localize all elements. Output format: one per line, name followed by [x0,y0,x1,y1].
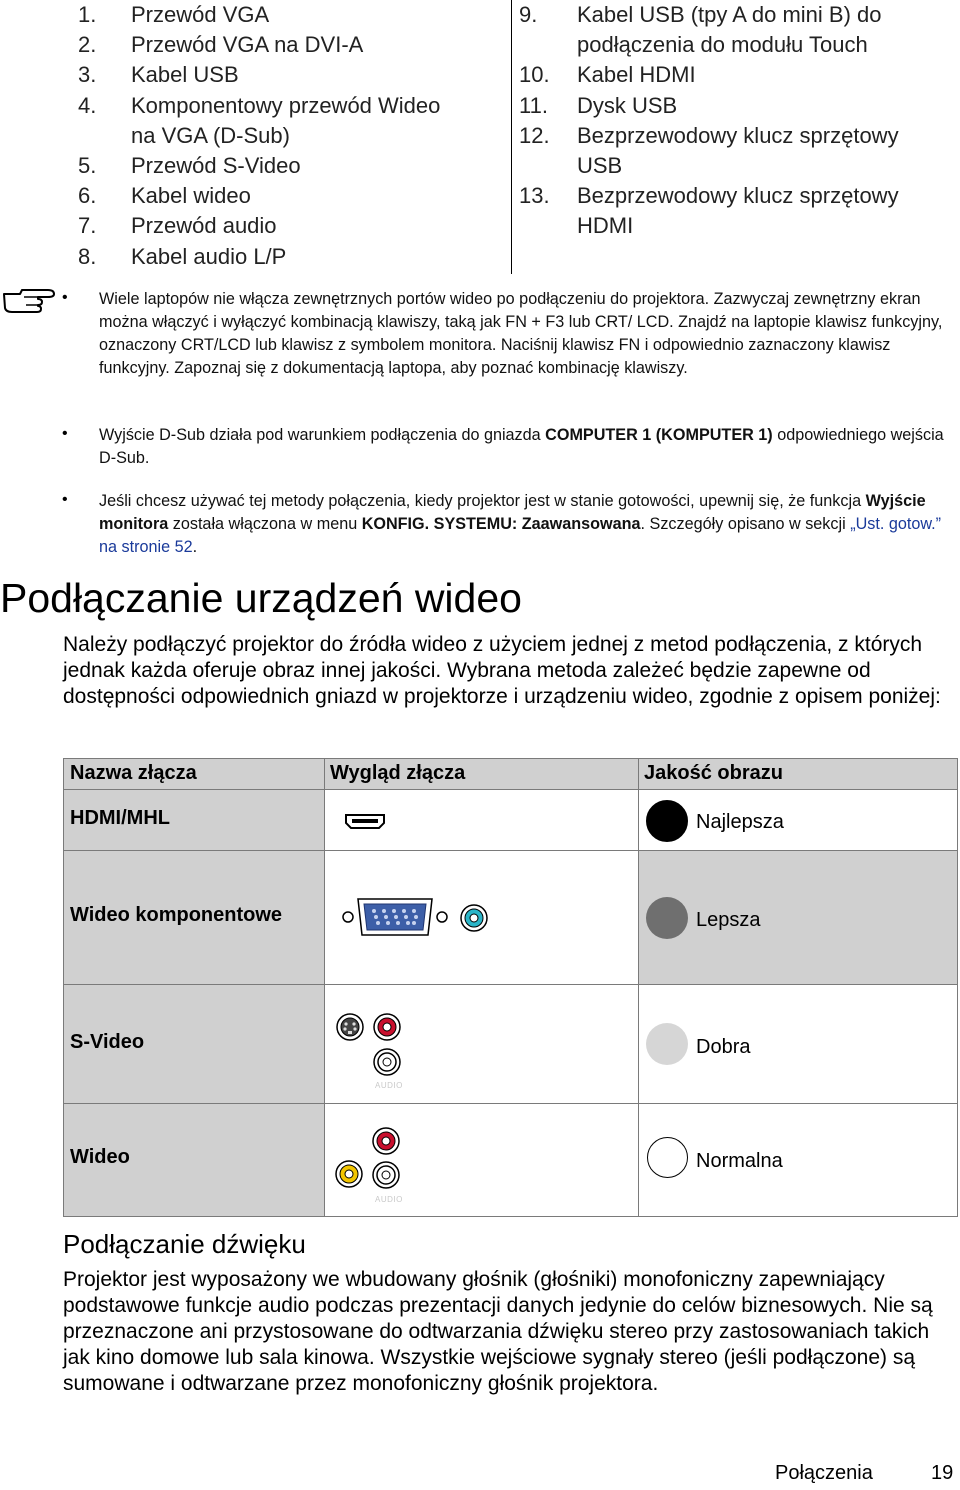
quality-indicator [646,897,688,939]
list-item-text: Kabel USB [131,62,239,88]
header-connector-name: Nazwa złącza [70,762,197,784]
connector-look-cell [324,1103,639,1217]
list-item-number: 3. [78,62,97,88]
list-item-text: Dysk USB [577,92,678,118]
list-item-text: Przewód VGA [131,2,270,27]
video-rca-port-icon [334,1159,364,1189]
note-bullet: • [62,289,68,306]
table-header-cell [638,758,958,790]
list-item-number [519,151,577,181]
list-item-number [519,30,577,60]
audio-section-body: Projektor jest wyposażony we wbudowany głośnik (głośniki) monofoniczny zapewniający podstawowe funkcje audio podczas prezentacji danych jedynie do celów biznesowych. Nie są przeznaczone ani przystosowane do odtwarzania dźwięku stereo przy zastosowaniach takich jak kino domowe lub sala kinowa. Wszystkie wejściowe sygnały stereo (jeśli podłączone) są sumowane i odtwarzane przez monofoniczny głośnik projektora. [63,1268,933,1395]
list-item-text: na VGA (D-Sub) [131,122,290,148]
quality-cell [638,1103,958,1217]
section-title: Podłączanie urządzeń wideo [0,575,522,621]
list-item-number: 11. [519,92,548,118]
intro-paragraph: Należy podłączyć projektor do źródła wideo z użyciem jednej z metod podłączenia, z których jednak każda oferuje obraz innej jakości. Wybrana metoda zależeć będzie zapewne od dostępności odpowiednich gniazd w projektorze i urządzeniu wideo, zgodnie z opisem poniżej: [63,633,941,708]
table-header-cell [324,758,639,790]
list-item [519,181,959,211]
quality-indicator [646,800,688,842]
audio-left-port-icon [371,1160,401,1190]
list-item-text: podłączenia do modułu Touch [577,32,868,58]
connector-look-cell [324,984,639,1104]
list-item-number: 9. [519,2,538,27]
list-item-number [519,211,577,241]
list-item [519,121,959,151]
hdmi-port-icon [345,812,385,830]
list-item [78,211,498,241]
table-row [63,850,325,985]
audio-port-label: AUDIO [375,1081,403,1090]
quality-indicator [647,1137,688,1178]
list-item [78,0,498,30]
list-item [519,211,959,241]
footer-chapter: Połączenia [775,1462,873,1484]
list-item-number: 5. [78,153,97,179]
audio-port-label: AUDIO [375,1195,403,1204]
list-item-number: 1. [78,2,97,27]
quality-cell [638,850,958,985]
list-item [519,30,959,60]
cable-list-right [519,0,959,242]
audio-right-port-icon [371,1126,401,1156]
list-item [78,242,498,272]
quality-label: Normalna [696,1150,783,1172]
table-header-cell [63,758,325,790]
list-item-text: Przewód audio [131,213,277,239]
list-item-text: Kabel audio L/P [131,243,287,269]
quality-label: Lepsza [696,909,761,931]
list-item-number: 7. [78,213,97,239]
list-item-text: Przewód VGA na DVI-A [131,32,364,58]
page-number: 19 [931,1462,954,1484]
list-item [519,91,959,121]
quality-label: Dobra [696,1036,751,1058]
table-row [63,789,325,851]
list-item [78,121,498,151]
connector-name: Wideo komponentowe [70,904,283,926]
note-laptop-ports: Wiele laptopów nie włącza zewnętrznych portów wideo po podłączeniu do projektora. Zazwyczaj zewnętrzny ekran można włączyć i wyłączyć kombinacją klawiszy, taką jak FN + F3 lub CRT/ LCD. Znajdź na laptopie klawisz funkcyjny, oznaczony CRT/LCD lub klawisz z symbolem monitora. Naciśnij klawisz FN i odpowiednio zaznaczony klawisz funkcyjny. Zapoznaj się z dokumentacją laptopa, aby poznać kombinację klawiszy. [99,290,943,377]
list-item-text: HDMI [577,213,634,239]
list-item-number: 6. [78,183,97,209]
audio-section-title: Podłączanie dźwięku [63,1229,306,1259]
list-item-text: Przewód S-Video [131,153,301,179]
list-item-text: Komponentowy przewód Wideo [131,92,441,118]
list-item-text: USB [577,153,623,179]
list-item [78,181,498,211]
s-video-port-icon [335,1012,365,1042]
list-item [78,91,498,121]
list-item-text: Kabel wideo [131,183,251,209]
list-item [519,0,959,30]
pointing-hand-note-icon [2,284,56,316]
column-divider [511,0,512,274]
list-item [78,151,498,181]
list-item-text: Bezprzewodowy klucz sprzętowy [577,122,899,148]
connector-table [63,758,958,1217]
note-bullet: • [62,491,68,508]
quality-label: Najlepsza [696,811,784,833]
list-item-number: 2. [78,32,97,58]
connector-look-cell [324,789,639,851]
list-item-number: 4. [78,92,97,118]
header-connector-look: Wygląd złącza [330,762,466,784]
list-item-number: 12. [519,122,550,148]
list-item [78,30,498,60]
list-item-text: Bezprzewodowy klucz sprzętowy [577,183,899,209]
component-rca-port-icon [459,903,489,933]
connector-look-cell [324,850,639,985]
table-row [63,1103,325,1217]
list-item [519,60,959,90]
connector-name: S-Video [70,1031,145,1053]
note-bullet: • [62,425,68,442]
list-item-number [78,121,131,151]
connector-name: Wideo [70,1146,130,1168]
note-standby: Jeśli chcesz używać tej metody połączenia, kiedy projektor jest w stanie gotowości, upewnij się, że funkcja Wyjście monitora została włączona w menu KONFIG. SYSTEMU: Zaawansowana. Szczegóły opisano w sekcji „Ust. gotow.” na stronie 52. [99,492,942,556]
list-item-number: 10. [519,62,550,88]
list-item-text: Kabel USB (tpy A do mini B) do [577,2,882,27]
list-item-text: Kabel HDMI [577,62,696,88]
table-row [63,984,325,1104]
list-item [78,60,498,90]
quality-cell [638,789,958,851]
list-item [519,151,959,181]
list-item-number: 8. [78,243,97,269]
quality-indicator [646,1023,688,1065]
note-dsub: Wyjście D-Sub działa pod warunkiem podłączenia do gniazda COMPUTER 1 (KOMPUTER 1) odpowiedniego wejścia D-Sub. [99,426,944,467]
cable-list-left [78,0,498,272]
header-quality: Jakość obrazu [644,762,783,784]
vga-port-icon [340,895,450,939]
audio-right-port-icon [372,1012,402,1042]
quality-cell [638,984,958,1104]
standby-settings-link[interactable]: „Ust. gotow.” na stronie 52 [99,515,942,556]
list-item-number: 13. [519,183,550,209]
audio-left-port-icon [372,1047,402,1077]
connector-name: HDMI/MHL [70,807,170,829]
